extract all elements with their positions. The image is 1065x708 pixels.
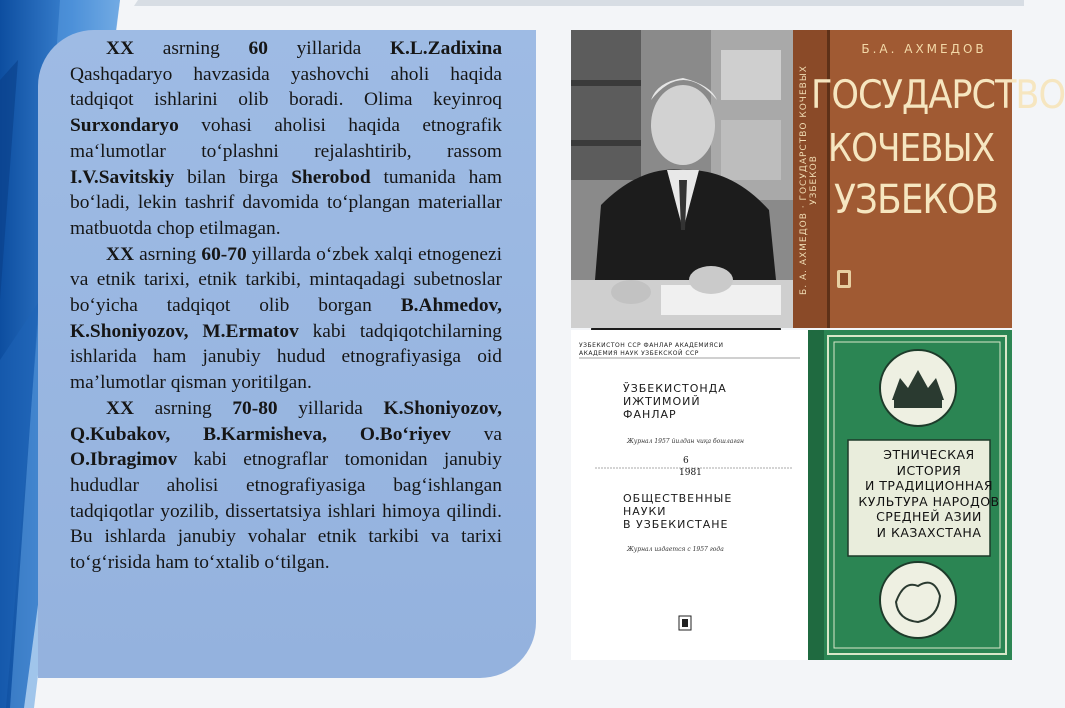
journal-header-line-1: УЗБЕКИСТОН ССР ФАНЛАР АКАДЕМИЯСИ [579, 342, 724, 349]
book1-spine-text: Б. А. АХМЕДОВ · ГОСУДАРСТВО КОЧЕВЫХ УЗБЕКОВ [799, 65, 819, 295]
journal-title-ru-line-3: В УЗБЕКИСТАНЕ [623, 518, 729, 531]
journal-year: 1981 [679, 468, 702, 478]
book1-title-line-1: ГОСУДАРСТВО [811, 73, 1065, 118]
bold-term: I.V.Savitskiy [70, 166, 175, 188]
journal-header-line-2: АКАДЕМИЯ НАУК УЗБЕКСКОЙ ССР [579, 350, 699, 357]
book2-title-line-5: СРЕДНЕЙ АЗИИ [876, 509, 982, 525]
journal-title-ru-line-1: ОБЩЕСТВЕННЫЕ [623, 492, 733, 505]
bold-term: Sherobod [291, 166, 371, 188]
book1-title [811, 70, 1065, 226]
journal-title-ru-line-2: НАУКИ [623, 505, 667, 518]
journal-title-ru [623, 492, 803, 531]
journal-title-uz-line-2: ИЖТИМОИЙ [623, 395, 701, 408]
journal-title-uz-line-1: ЎЗБЕКИСТОНДА [623, 382, 727, 395]
portrait-photo [571, 30, 793, 328]
book1-author: Б.А. АХМЕДОВ [861, 42, 987, 56]
book1-title-line-2: КОЧЕВЫХ [827, 126, 995, 170]
bold-term: Surxondaryo [70, 115, 179, 137]
journal-subtitle-uz: Журнал 1957 йилдан чиқа бошлаган [627, 438, 744, 445]
bold-term: 60-70 [201, 243, 247, 265]
journal-title-uz [623, 382, 803, 421]
paragraph-3: XX asrning 70-80 yillarida K.Shoniyozov, Q.Kubakov, B.Karmisheva, O.Bo‘riyev va O.Ibragimov kabi etnograflar tomonidan janubiy hududlar aholisi etnografiyasiga bag‘ishlangan tadqiqotlar yozilib, dissertatsiya ishlari himoya qilindi. Bu ishlarda janubiy vohalar etnik tarkibi va tarixi to‘g‘risida ham to‘xtalib o‘tilgan. [70, 397, 503, 574]
book-cover-ethnic-history [808, 330, 1012, 660]
journal-issue: 6 [683, 456, 689, 466]
bold-term: 70-80 [232, 397, 278, 419]
book2-title-line-3: И ТРАДИЦИОННАЯ [864, 478, 994, 494]
book-cover-nomadic-uzbeks [793, 30, 1065, 328]
bold-term: O.Ibragimov [70, 449, 178, 471]
text-panel [38, 30, 536, 678]
bold-term: K.Shoniyozov, Q.Kubakov, B.Karmisheva, O.Bo‘riyev [70, 397, 503, 445]
bold-term: 60 [248, 38, 268, 59]
journal-title-uz-line-3: ФАНЛАР [623, 408, 677, 421]
bold-term: K.L.Zadixina [389, 38, 503, 59]
book2-title-line-1: ЭТНИЧЕСКАЯ [883, 447, 975, 462]
journal-subtitle-ru: Журнал издается с 1957 года [627, 546, 724, 553]
bold-term: B.Ahmedov, K.Shoniyozov, M.Ermatov [70, 295, 502, 342]
book1-title-line-3: УЗБЕКОВ [834, 177, 998, 223]
journal-cover [571, 330, 808, 660]
bold-term: XX [106, 243, 135, 265]
bold-term: XX [106, 397, 135, 419]
book2-title-line-4: КУЛЬТУРА НАРОДОВ [858, 493, 1000, 509]
book2-title [858, 447, 1000, 541]
paragraph-1: XX asrning 60 yillarida K.L.Zadixina Qashqadaryo havzasida yashovchi aholi haqida tadqiqot ishlarini olib boradi. Olima keyinroq Surxondaryo vohasi aholisi haqida etnografik ma‘lumotlar to‘plashni rejalashtirib, rassom I.V.Savitskiy bilan birga Sherobod tumanida ham bo‘ladi, lekin tashrif davomida to‘plangan materiallar matbuotda chop etilmagan. [70, 38, 503, 239]
book2-title-line-6: И КАЗАХСТАНА [876, 524, 982, 540]
paragraph-2: XX asrning 60-70 yillarda o‘zbek xalqi etnogenezi va etnik tarixi, etnik tarkibi, mintaqadagi subetnoslar bo‘yicha tadqiqot olib borgan B.Ahmedov, K.Shoniyozov, M.Ermatov kabi tadqiqotchilarning ishlarida ham janubiy hudud etnografiyasiga oid ma’lumotlar qisman yoritilgan. [70, 243, 502, 394]
bold-term: XX [106, 38, 135, 59]
book2-title-line-2: ИСТОРИЯ [896, 462, 962, 478]
